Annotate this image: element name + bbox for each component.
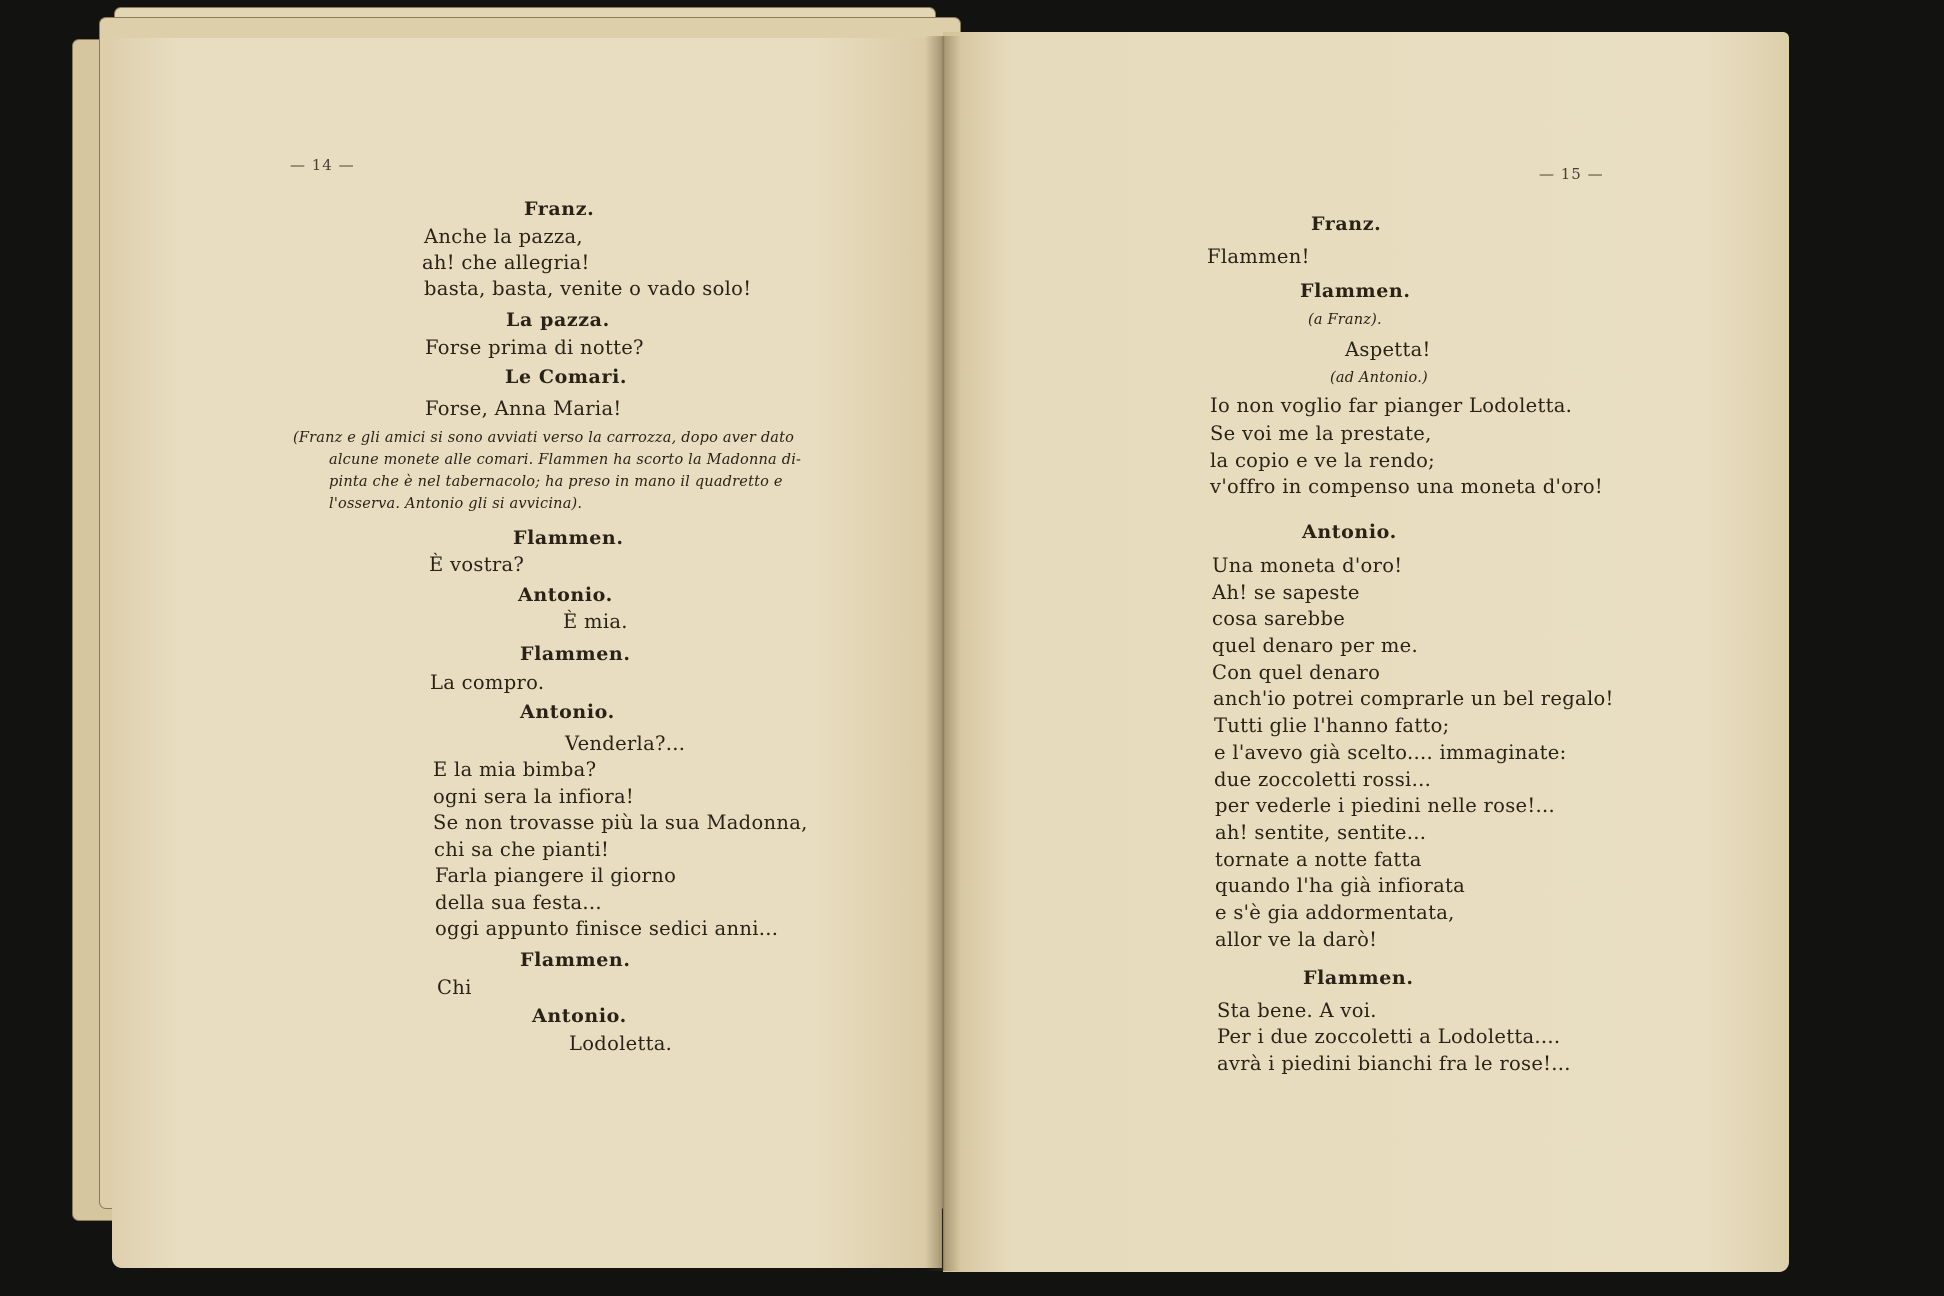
stage-direction: (ad Antonio.) bbox=[1330, 370, 1428, 386]
verse-line: due zoccoletti rossi... bbox=[1214, 768, 1432, 791]
verse-line: Io non voglio far pianger Lodoletta. bbox=[1210, 394, 1573, 417]
verse-line: oggi appunto finisce sedici anni... bbox=[435, 917, 779, 940]
verse-line: È mia. bbox=[563, 610, 628, 633]
verse-line: avrà i piedini bianchi fra le rose!... bbox=[1217, 1052, 1571, 1075]
speaker-name: La pazza. bbox=[506, 309, 610, 331]
verse-line: Una moneta d'oro! bbox=[1212, 554, 1403, 577]
stage-direction: (Franz e gli amici si sono avviati verso la carrozza, dopo aver dato bbox=[293, 430, 795, 446]
verse-line: La compro. bbox=[430, 671, 545, 694]
speaker-name: Antonio. bbox=[518, 584, 613, 606]
verse-line: Anche la pazza, bbox=[424, 225, 583, 248]
verse-line: Ah! se sapeste bbox=[1212, 581, 1360, 604]
verse-line: quando l'ha già infiorata bbox=[1215, 874, 1466, 897]
stage-direction: (a Franz). bbox=[1308, 312, 1382, 328]
verse-line: Sta bene. A voi. bbox=[1217, 999, 1377, 1022]
verse-line: ah! sentite, sentite... bbox=[1215, 821, 1427, 844]
verse-line: Venderla?... bbox=[565, 732, 686, 755]
page-number-left: — 14 — bbox=[290, 156, 355, 174]
verse-line: Tutti glie l'hanno fatto; bbox=[1214, 714, 1450, 737]
verse-line: Forse, Anna Maria! bbox=[425, 397, 622, 420]
verse-line: cosa sarebbe bbox=[1212, 607, 1346, 630]
speaker-name: Antonio. bbox=[520, 701, 615, 723]
verse-line: chi sa che pianti! bbox=[434, 838, 610, 861]
verse-line: per vederle i piedini nelle rose!... bbox=[1215, 794, 1555, 817]
verse-line: tornate a notte fatta bbox=[1215, 848, 1422, 871]
speaker-name: Flammen. bbox=[1300, 280, 1411, 302]
verse-line: ah! che allegria! bbox=[422, 251, 590, 274]
verse-line: Chi bbox=[437, 976, 472, 999]
verse-line: anch'io potrei comprarle un bel regalo! bbox=[1213, 687, 1614, 710]
verse-line: ogni sera la infiora! bbox=[433, 785, 635, 808]
stage-direction: l'osserva. Antonio gli si avvicina). bbox=[329, 496, 583, 512]
speaker-name: Antonio. bbox=[1302, 521, 1397, 543]
speaker-name: Le Comari. bbox=[505, 366, 628, 388]
speaker-name: Franz. bbox=[1311, 213, 1382, 235]
verse-line: Farla piangere il giorno bbox=[435, 864, 677, 887]
verse-line: Con quel denaro bbox=[1212, 661, 1381, 684]
verse-line: v'offro in compenso una moneta d'oro! bbox=[1210, 475, 1603, 498]
speaker-name: Flammen. bbox=[1303, 967, 1414, 989]
verse-line: Flammen! bbox=[1207, 245, 1310, 268]
stage-direction: alcune monete alle comari. Flammen ha scorto la Madonna di- bbox=[329, 452, 802, 468]
speaker-name: Flammen. bbox=[520, 949, 631, 971]
speaker-name: Franz. bbox=[524, 198, 595, 220]
verse-line: quel denaro per me. bbox=[1212, 634, 1418, 657]
verse-line: È vostra? bbox=[429, 553, 525, 576]
verse-line: basta, basta, venite o vado solo! bbox=[424, 277, 752, 300]
verse-line: Se non trovasse più la sua Madonna, bbox=[433, 811, 808, 834]
verse-line: E la mia bimba? bbox=[433, 758, 597, 781]
page-number-right: — 15 — bbox=[1539, 165, 1604, 183]
speaker-name: Flammen. bbox=[520, 643, 631, 665]
verse-line: Per i due zoccoletti a Lodoletta.... bbox=[1217, 1025, 1561, 1048]
verse-line: e l'avevo già scelto.... immaginate: bbox=[1214, 741, 1567, 764]
speaker-name: Antonio. bbox=[532, 1005, 627, 1027]
speaker-name: Flammen. bbox=[513, 527, 624, 549]
verse-line: Aspetta! bbox=[1345, 338, 1431, 361]
verse-line: della sua festa... bbox=[435, 891, 602, 914]
verse-line: allor ve la darò! bbox=[1215, 928, 1378, 951]
verse-line: Lodoletta. bbox=[569, 1032, 673, 1055]
book-spine bbox=[925, 36, 961, 1271]
verse-line: la copio e ve la rendo; bbox=[1210, 449, 1436, 472]
stage-direction: pinta che è nel tabernacolo; ha preso in mano il quadretto e bbox=[329, 474, 783, 490]
verse-line: Se voi me la prestate, bbox=[1210, 422, 1432, 445]
verse-line: e s'è gia addormentata, bbox=[1215, 901, 1455, 924]
verse-line: Forse prima di notte? bbox=[425, 336, 644, 359]
